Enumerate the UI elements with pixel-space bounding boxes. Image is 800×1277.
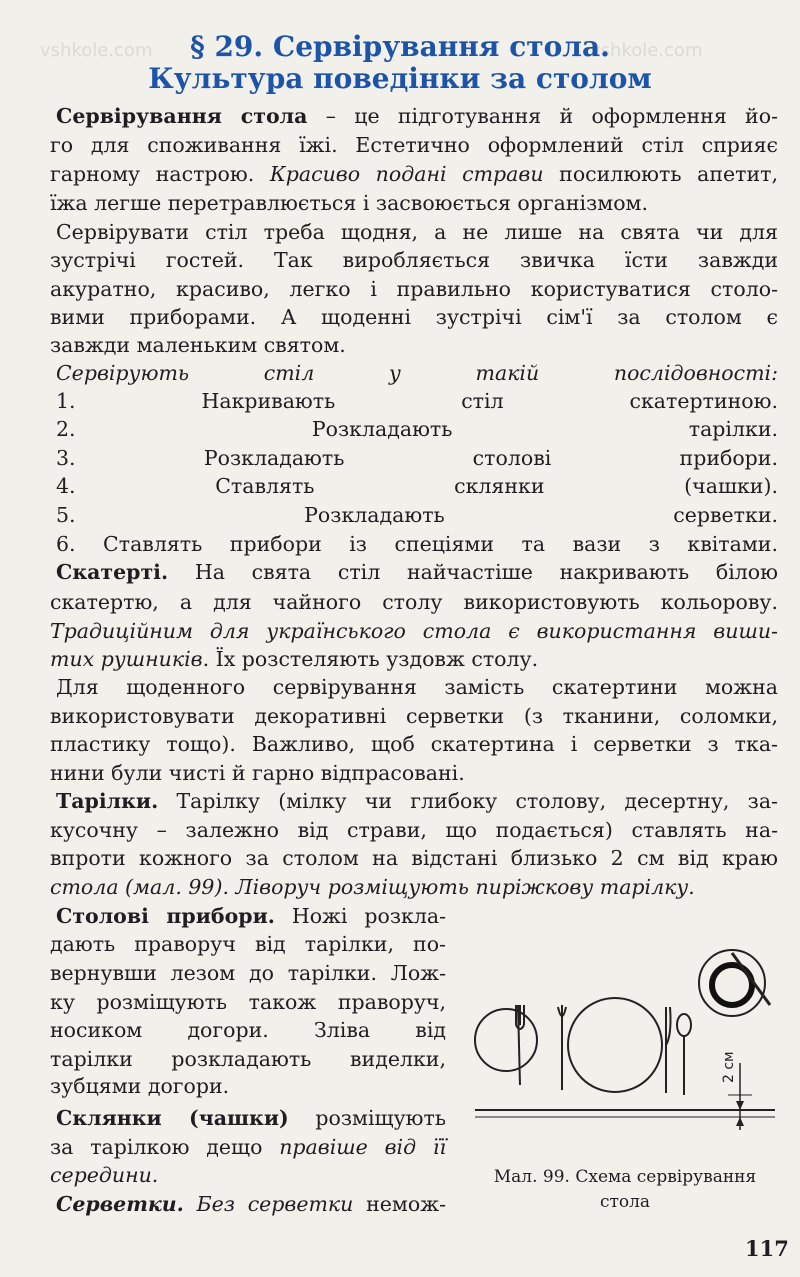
text: Ножі розкла-	[274, 904, 446, 928]
text-line	[56, 1104, 446, 1132]
text-line	[50, 331, 346, 359]
text: кусочну – залежно від страви, що подається) ставлять на-	[50, 818, 778, 842]
italic-text: Без серветки	[183, 1192, 354, 1216]
text-line	[56, 530, 778, 558]
term: Серветки.	[56, 1192, 184, 1216]
text-line	[50, 959, 446, 987]
text: скатертю, а для чайного столу використовують кольорову.	[50, 590, 778, 614]
spoon-icon	[677, 1014, 691, 1036]
text: посилюють апетит,	[543, 162, 779, 186]
italic-text: стола (мал. 99). Ліворуч розміщують пиріжкову тарілку.	[50, 875, 695, 899]
term: Тарілки.	[56, 789, 159, 813]
italic-text: Сервірують стіл у такій послідовності:	[56, 361, 778, 385]
text-line	[56, 558, 778, 586]
term: Сервірування стола	[56, 104, 308, 128]
text: зустрічі гостей. Так виробляється звичка їсти завжди	[50, 248, 778, 272]
text-line	[50, 645, 538, 673]
text-line	[50, 816, 778, 844]
dimension-label: 2 см	[721, 1051, 737, 1083]
text-line	[56, 387, 778, 415]
text: за тарілкою дещо	[50, 1135, 280, 1159]
text-line	[50, 189, 648, 217]
text: дають праворуч від тарілки, по-	[50, 932, 446, 956]
table-setting-figure	[470, 945, 790, 1145]
text-line	[56, 102, 778, 130]
section-title-line1: § 29. Сервірування стола.	[190, 30, 610, 63]
fork-icon-2	[558, 1005, 566, 1090]
text: ку розміщують також праворуч,	[50, 990, 446, 1014]
text-line	[50, 1133, 446, 1161]
text: носиком догори. Зліва від	[50, 1018, 446, 1042]
text-line	[56, 444, 778, 472]
text: розміщують	[288, 1106, 446, 1130]
italic-text: правіше від її	[279, 1135, 446, 1159]
figure-caption-line2: стола	[599, 1192, 651, 1212]
text-line	[50, 617, 778, 645]
text: завжди маленьким святом.	[50, 333, 346, 357]
text-line	[50, 303, 778, 331]
figure-caption-line1: Мал. 99. Схема сервірування	[493, 1167, 757, 1187]
text: вернувши лезом до тарілки. Лож-	[50, 961, 446, 985]
text: нини були чисті й гарно відпрасовані.	[50, 761, 465, 785]
text-line	[56, 501, 778, 529]
text-line	[56, 902, 446, 930]
fork-icon	[516, 1005, 524, 1085]
text-line	[50, 1016, 446, 1044]
text: використовувати декоративні серветки (з тканини, соломки,	[50, 704, 778, 728]
text-line	[50, 1072, 229, 1100]
text-line	[56, 415, 778, 443]
text-line	[50, 730, 778, 758]
text: немож-	[353, 1192, 446, 1216]
text-line	[50, 1161, 158, 1189]
term: Скатерті.	[56, 560, 169, 584]
text: 3. Розкладають столові прибори.	[56, 446, 778, 470]
text: 2. Розкладають тарілки.	[56, 417, 778, 441]
text-line	[50, 988, 446, 1016]
text: 5. Розкладають серветки.	[56, 503, 778, 527]
text-line	[50, 160, 778, 188]
text: пластику тощо). Важливо, щоб скатертина і серветки з тка-	[50, 732, 778, 756]
italic-text: середини.	[50, 1163, 159, 1187]
text: го для споживання їжі. Естетично оформлений стіл сприяє	[50, 133, 778, 157]
text-line	[50, 702, 778, 730]
text: гарному настрою.	[50, 162, 270, 186]
text: Для щоденного сервірування замість скатертини можна	[56, 675, 778, 699]
text-line	[56, 359, 778, 387]
italic-text: тих рушників.	[50, 647, 210, 671]
text-line	[50, 131, 778, 159]
text: – це підготування й оформлення йо-	[307, 104, 778, 128]
text: тарілки розкладають виделки,	[50, 1047, 446, 1071]
text-line	[50, 246, 778, 274]
text-line	[56, 218, 778, 246]
text: впроти кожного за столом на відстані близько 2 см від краю	[50, 846, 778, 870]
page-number: 117	[745, 1236, 789, 1261]
text: Тарілку (мілку чи глибоку столову, десертну, за-	[158, 789, 778, 813]
text-line	[50, 844, 778, 872]
italic-text: Красиво подані страви	[269, 162, 544, 186]
text: зубцями догори.	[50, 1074, 230, 1098]
text: їжа легше перетравлюється і засвоюється організмом.	[50, 191, 648, 215]
section-title-line2: Культура поведінки за столом	[148, 62, 652, 95]
text-line	[50, 1045, 446, 1073]
text: вими приборами. А щоденні зустрічі сім'ї за столом є	[50, 305, 778, 329]
italic-text: Традиційним для українського стола є використання виши-	[50, 619, 778, 643]
pie-plate	[475, 1009, 537, 1071]
text: акуратно, красиво, легко і правильно користуватися столо-	[50, 277, 778, 301]
term: Столові прибори.	[56, 904, 275, 928]
text: Сервірувати стіл треба щодня, а не лише на свята чи для	[56, 220, 778, 244]
text: 1. Накривають стіл скатертиною.	[56, 389, 778, 413]
text: 4. Ставлять склянки (чашки).	[56, 474, 778, 498]
watermark: vshkole.com	[40, 40, 153, 61]
text-line	[50, 588, 778, 616]
text-line	[56, 787, 778, 815]
text-line	[56, 472, 778, 500]
text-line	[56, 1190, 446, 1218]
text: На свята стіл найчастіше накривають білою	[168, 560, 778, 584]
watermark: vshkole.com	[590, 40, 703, 61]
knife-icon	[666, 1007, 671, 1093]
text-line	[56, 673, 778, 701]
term: Склянки (чашки)	[56, 1106, 289, 1130]
text: 6. Ставлять прибори із спеціями та вази з квітами.	[56, 532, 778, 556]
text-line	[50, 759, 465, 787]
text: Їх розстеляють уздовж столу.	[209, 647, 539, 671]
text-line	[50, 873, 695, 901]
dinner-plate	[568, 998, 662, 1092]
text-line	[50, 275, 778, 303]
text-line	[50, 930, 446, 958]
